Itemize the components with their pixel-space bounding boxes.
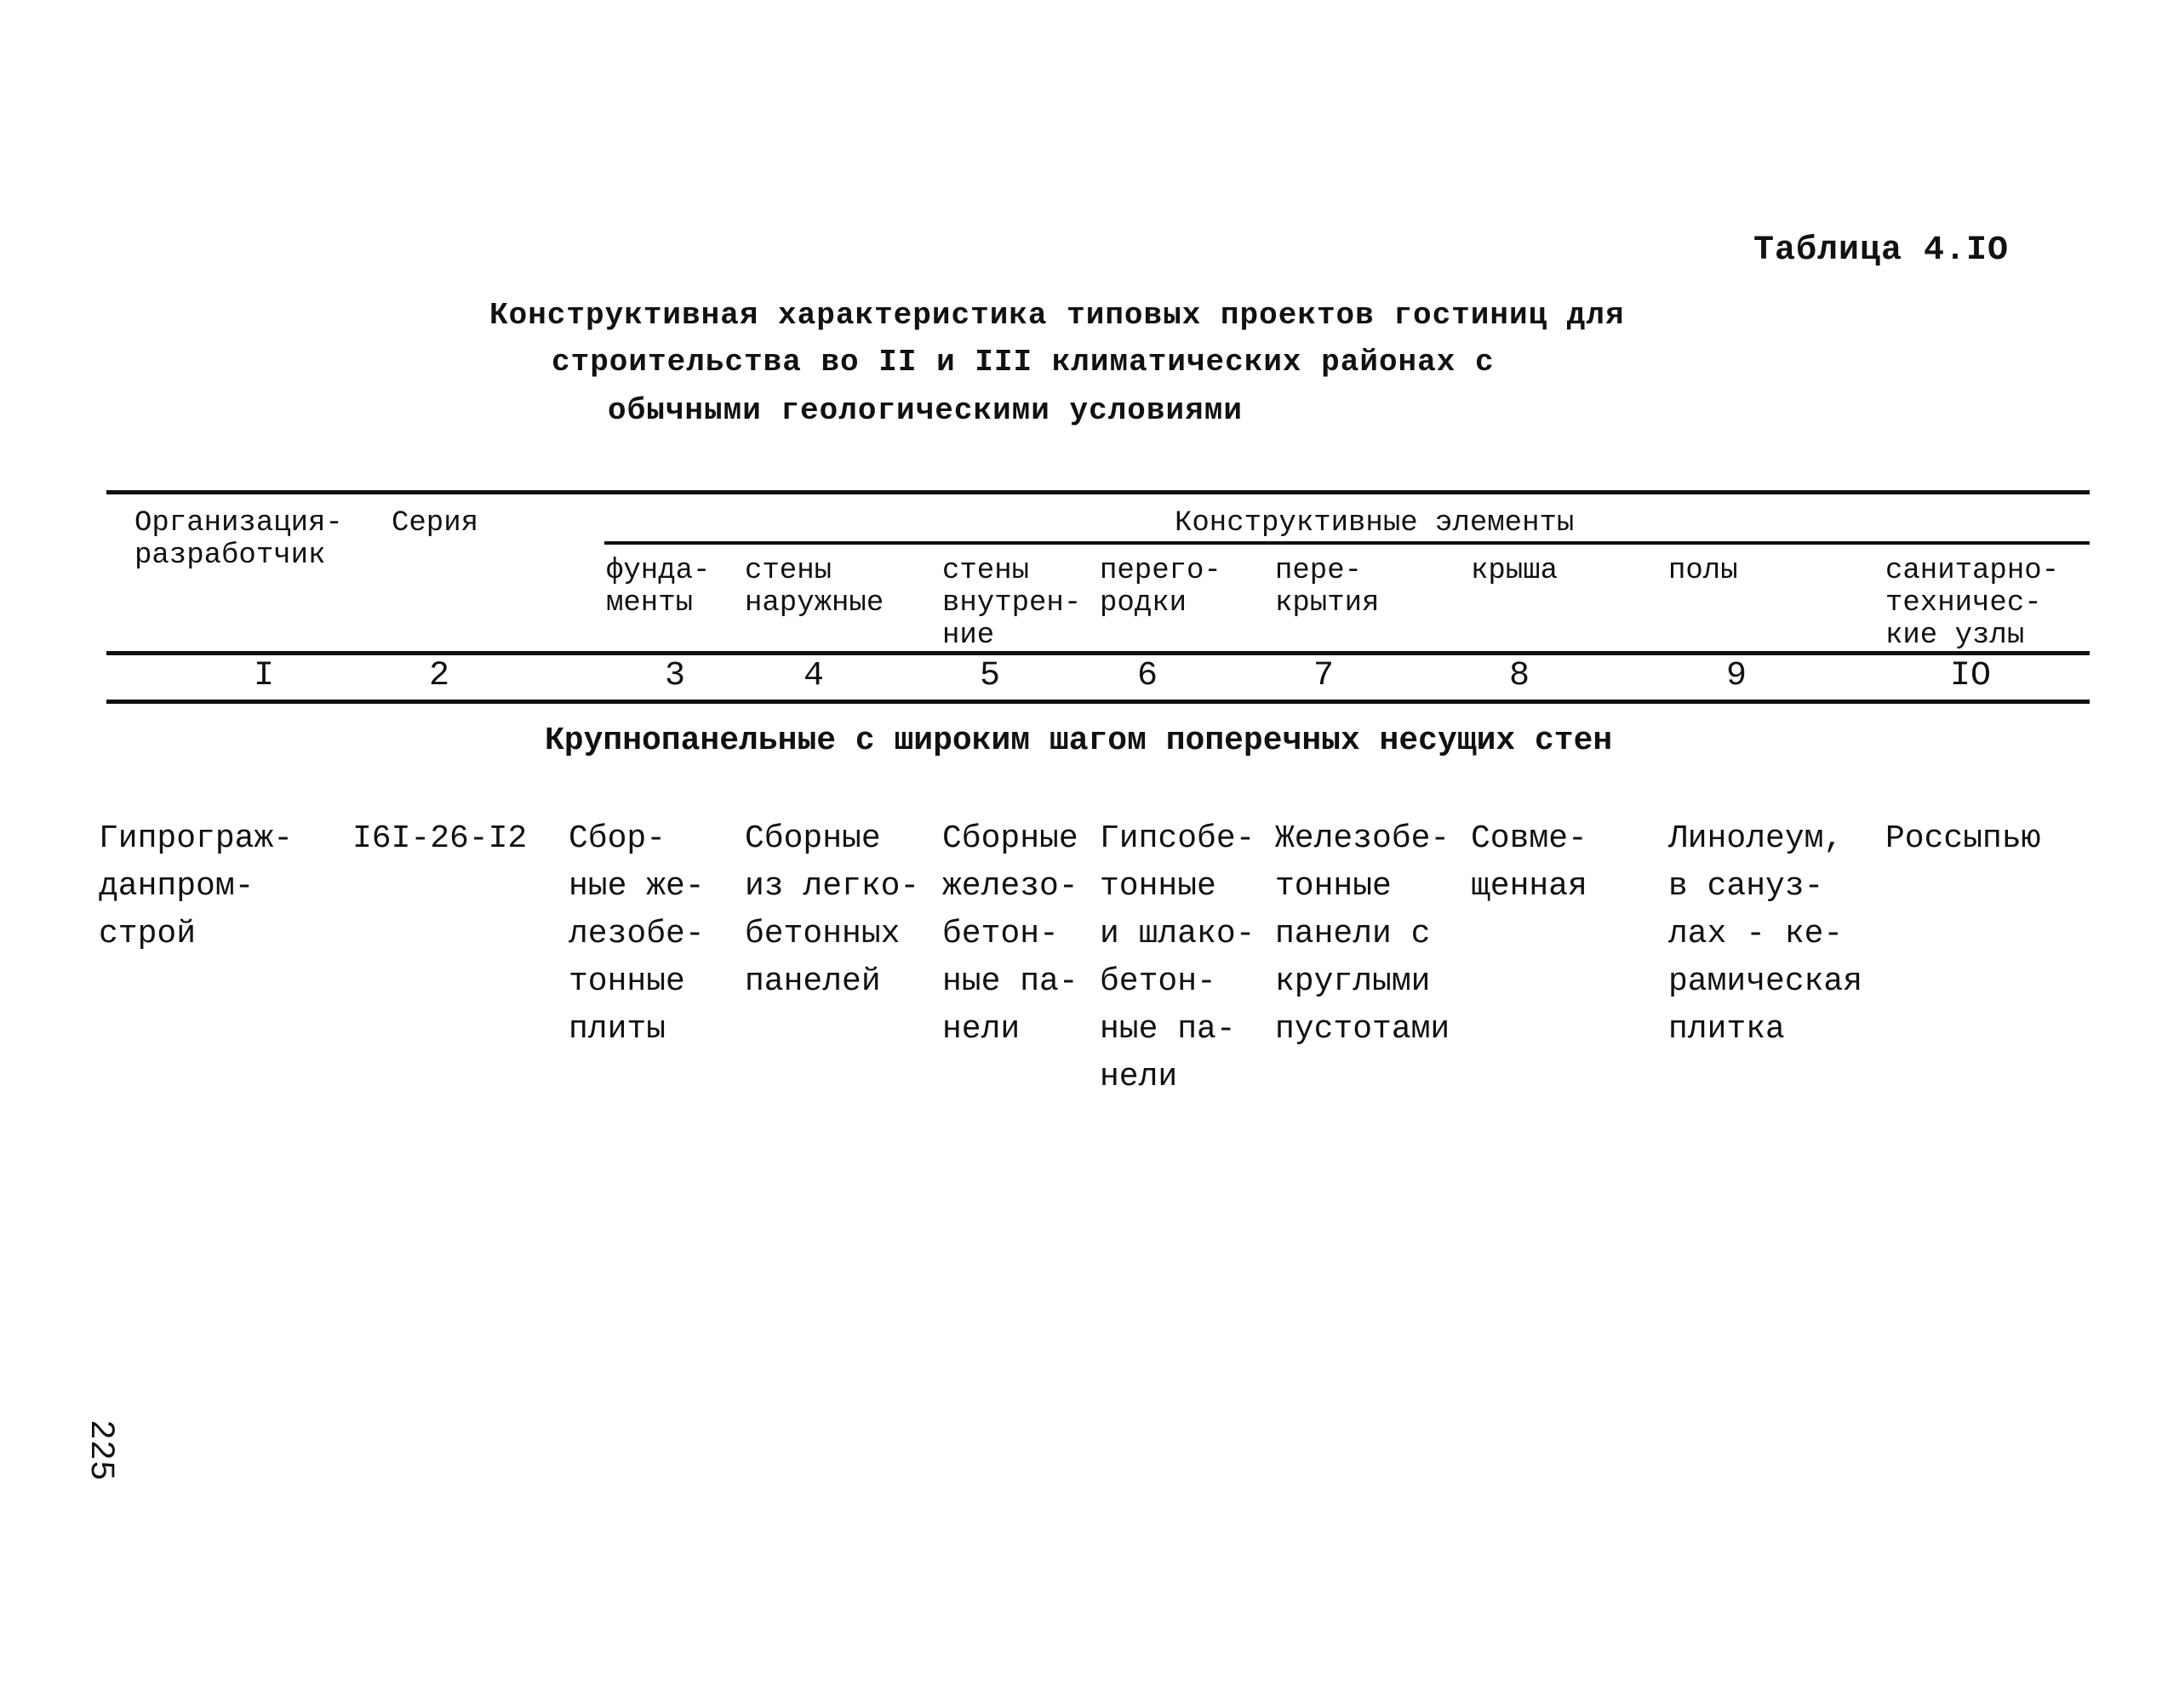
header-bottom-rule xyxy=(106,651,2090,655)
header-series: Серия xyxy=(392,507,479,540)
header-col-5: стены внутрен- ние xyxy=(942,555,1082,652)
row-cell-org: Гипрограж- данпром- строй xyxy=(99,820,294,952)
header-col-7: пере- крытия xyxy=(1275,555,1380,620)
title-line-3: обычными геологическими условиями xyxy=(608,393,1243,428)
column-number: 7 xyxy=(1313,657,1334,695)
column-number: 3 xyxy=(664,657,685,695)
title-line-1: Конструктивная характеристика типовых проектов гостиниц для xyxy=(489,298,1625,333)
table-top-rule xyxy=(106,490,2090,494)
row-cell-roof: Совме- щенная xyxy=(1471,820,1587,905)
row-cell-inner-walls: Сборные железо- бетон- ные па- нели xyxy=(942,820,1078,1048)
column-number: 2 xyxy=(428,657,449,695)
group-rule xyxy=(604,541,2090,545)
section-title: Крупнопанельные с широким шагом поперечных несущих стен xyxy=(545,723,1613,759)
row-cell-outer-walls: Сборные из легко- бетонных панелей xyxy=(745,820,920,1000)
header-col-3: фунда- менты xyxy=(606,555,711,620)
header-org: Организация- разработчик xyxy=(134,507,343,572)
column-number: 5 xyxy=(979,657,1000,695)
title-line-2: строительства во II и III климатических районах с xyxy=(552,345,1495,380)
header-col-10: санитарно- техничес- кие узлы xyxy=(1885,555,2060,652)
row-cell-partitions: Гипсобе- тонные и шлако- бетон- ные па- нели xyxy=(1100,820,1255,1095)
column-number: 9 xyxy=(1725,657,1747,695)
row-cell-flooring: Линолеум, в сануз- лах - ке- рамическая плитка xyxy=(1668,820,1863,1048)
header-col-4: стены наружные xyxy=(745,555,884,620)
column-number: 8 xyxy=(1508,657,1530,695)
header-col-9: полы xyxy=(1668,555,1738,587)
table-label: Таблица 4.IO xyxy=(1753,231,2010,270)
row-cell-foundations: Сбор- ные же- лезобе- тонные плиты xyxy=(569,820,705,1048)
column-number: 6 xyxy=(1136,657,1158,695)
header-group: Конструктивные элементы xyxy=(1175,507,1575,540)
row-cell-sanitary: Россыпью xyxy=(1885,820,2041,857)
row-cell-floors: Железобе- тонные панели с круглыми пустотами xyxy=(1275,820,1450,1048)
header-col-6: перего- родки xyxy=(1100,555,1221,620)
column-number: 4 xyxy=(803,657,824,695)
page-number: 225 xyxy=(81,1420,119,1482)
row-cell-series: I6I-26-I2 xyxy=(352,820,528,857)
column-number: IO xyxy=(1949,657,1991,695)
column-number: I xyxy=(253,657,274,695)
header-col-8: крыша xyxy=(1471,555,1559,587)
numbers-bottom-rule xyxy=(106,700,2090,704)
